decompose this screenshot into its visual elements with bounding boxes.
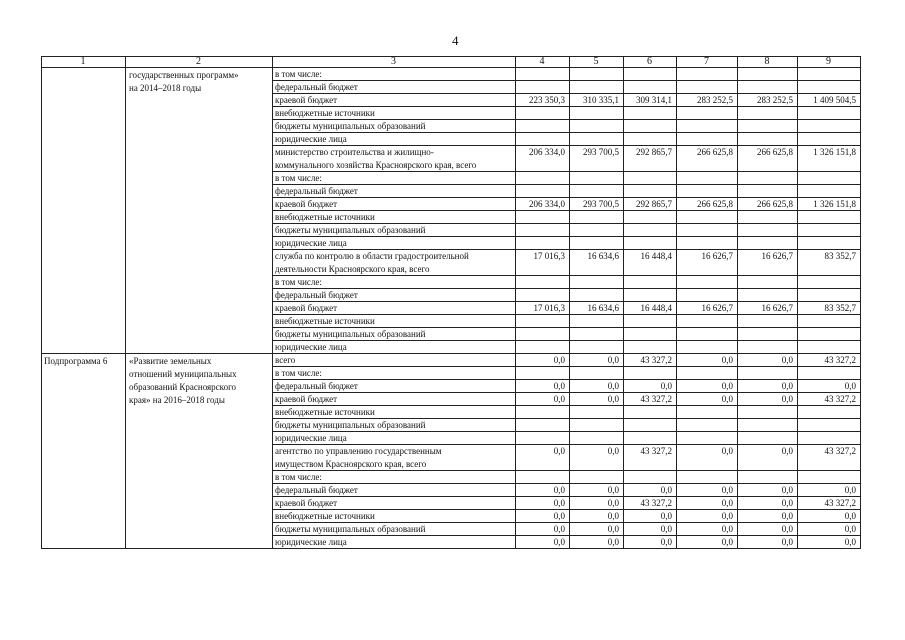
row-divider (272, 379, 861, 380)
value-cell: 223 350,3 (529, 95, 565, 105)
column-header-6: 6 (647, 56, 652, 67)
value-cell: 0,0 (607, 498, 619, 508)
row-divider (272, 314, 861, 315)
row-divider (272, 405, 861, 406)
value-cell: 43 327,2 (824, 498, 856, 508)
row-label: внебюджетные источники (275, 511, 375, 521)
row-divider (272, 275, 861, 276)
value-cell: 0,0 (721, 511, 733, 521)
row-divider (272, 496, 861, 497)
value-cell: 0,0 (553, 524, 565, 534)
value-cell: 1 409 504,5 (813, 95, 856, 105)
value-cell: 0,0 (660, 511, 672, 521)
value-cell: 0,0 (553, 355, 565, 365)
row-label: краевой бюджет (275, 199, 338, 209)
row-label: краевой бюджет (275, 498, 338, 508)
row-divider (272, 470, 861, 471)
value-cell: 83 352,7 (824, 303, 856, 313)
value-cell: 16 626,7 (701, 303, 733, 313)
value-cell: 43 327,2 (640, 355, 672, 365)
row-label: бюджеты муниципальных образований (275, 420, 426, 430)
row-divider (272, 119, 861, 120)
row-divider (272, 132, 861, 133)
value-cell: 16 448,4 (640, 251, 672, 261)
row-label: юридические лица (275, 238, 347, 248)
row-label: федеральный бюджет (275, 186, 358, 196)
column-divider (737, 56, 738, 549)
row-label: внебюджетные источники (275, 108, 375, 118)
row-label: федеральный бюджет (275, 381, 358, 391)
column-divider (272, 56, 273, 549)
value-cell: 0,0 (660, 381, 672, 391)
value-cell: 0,0 (781, 485, 793, 495)
program-title-line: «Развитие земельных (129, 356, 212, 366)
row-label: внебюджетные источники (275, 316, 375, 326)
value-cell: 43 327,2 (640, 446, 672, 456)
column-header-2: 2 (196, 56, 201, 67)
column-header-5: 5 (593, 56, 599, 67)
row-divider (272, 548, 861, 549)
value-cell: 17 016,3 (533, 251, 565, 261)
value-cell: 16 626,7 (761, 303, 793, 313)
row-divider (272, 483, 861, 484)
row-divider (272, 93, 861, 94)
row-label: внебюджетные источники (275, 407, 375, 417)
row-divider (272, 327, 861, 328)
row-label: юридические лица (275, 342, 347, 352)
value-cell: 309 314,1 (636, 95, 672, 105)
row-label: краевой бюджет (275, 394, 338, 404)
row-divider (41, 353, 273, 354)
value-cell: 0,0 (844, 537, 856, 547)
column-header-8: 8 (764, 56, 770, 67)
value-cell: 0,0 (607, 446, 619, 456)
row-label: федеральный бюджет (275, 290, 358, 300)
value-cell: 0,0 (721, 355, 733, 365)
value-cell: 16 626,7 (761, 251, 793, 261)
value-cell: 43 327,2 (824, 394, 856, 404)
row-divider (272, 522, 861, 523)
value-cell: 0,0 (781, 394, 793, 404)
row-label: имуществом Красноярского края, всего (275, 459, 427, 469)
value-cell: 0,0 (607, 394, 619, 404)
value-cell: 43 327,2 (640, 394, 672, 404)
value-cell: 283 252,5 (697, 95, 733, 105)
column-header-7: 7 (704, 56, 709, 67)
value-cell: 0,0 (781, 446, 793, 456)
value-cell: 0,0 (721, 446, 733, 456)
row-divider (41, 548, 273, 549)
row-divider (272, 301, 861, 302)
page-number: 4 (452, 33, 459, 48)
row-label: в том числе: (275, 173, 322, 183)
value-cell: 16 634,6 (587, 303, 619, 313)
row-label: министерство строительства и жилищно- (275, 147, 434, 157)
value-cell: 292 865,7 (636, 199, 672, 209)
row-label: бюджеты муниципальных образований (275, 329, 426, 339)
value-cell: 0,0 (607, 381, 619, 391)
value-cell: 16 626,7 (701, 251, 733, 261)
value-cell: 292 865,7 (636, 147, 672, 157)
value-cell: 0,0 (553, 394, 565, 404)
row-divider (272, 288, 861, 289)
value-cell: 293 700,5 (583, 199, 619, 209)
row-label: агентство по управлению государственным (275, 446, 442, 456)
column-divider (860, 56, 861, 549)
row-divider (272, 444, 861, 445)
value-cell: 206 334,0 (529, 147, 565, 157)
row-divider (272, 366, 861, 367)
row-divider (272, 418, 861, 419)
value-cell: 0,0 (721, 485, 733, 495)
value-cell: 0,0 (781, 537, 793, 547)
row-divider (272, 392, 861, 393)
value-cell: 0,0 (607, 537, 619, 547)
row-divider (272, 106, 861, 107)
value-cell: 0,0 (781, 381, 793, 391)
value-cell: 0,0 (660, 485, 672, 495)
value-cell: 0,0 (660, 537, 672, 547)
value-cell: 17 016,3 (533, 303, 565, 313)
program-title-line: края» на 2016–2018 годы (129, 395, 225, 405)
row-divider (272, 353, 861, 354)
column-divider (41, 56, 42, 549)
row-label: федеральный бюджет (275, 485, 358, 495)
column-header-1: 1 (80, 56, 86, 67)
value-cell: 0,0 (553, 498, 565, 508)
value-cell: 310 335,1 (583, 95, 619, 105)
row-label: коммунального хозяйства Красноярского края, всего (275, 160, 477, 170)
row-divider (272, 223, 861, 224)
value-cell: 0,0 (607, 485, 619, 495)
row-label: юридические лица (275, 134, 347, 144)
value-cell: 0,0 (553, 381, 565, 391)
column-header-4: 4 (539, 56, 545, 67)
row-label: в том числе: (275, 368, 322, 378)
value-cell: 266 625,8 (697, 147, 733, 157)
row-label: краевой бюджет (275, 95, 338, 105)
value-cell: 16 634,6 (587, 251, 619, 261)
program-title-line: образований Красноярского (129, 382, 237, 392)
row-label: в том числе: (275, 472, 322, 482)
row-label: в том числе: (275, 277, 322, 287)
row-divider (272, 184, 861, 185)
value-cell: 293 700,5 (583, 147, 619, 157)
value-cell: 0,0 (721, 394, 733, 404)
row-label: бюджеты муниципальных образований (275, 524, 426, 534)
value-cell: 83 352,7 (824, 251, 856, 261)
column-divider (676, 56, 677, 549)
value-cell: 0,0 (844, 381, 856, 391)
value-cell: 0,0 (607, 524, 619, 534)
value-cell: 0,0 (844, 511, 856, 521)
value-cell: 0,0 (607, 511, 619, 521)
program-title-line: отношений муниципальных (129, 369, 237, 379)
row-label: всего (275, 355, 296, 365)
value-cell: 0,0 (721, 381, 733, 391)
row-label: краевой бюджет (275, 303, 338, 313)
row-label: бюджеты муниципальных образований (275, 225, 426, 235)
value-cell: 0,0 (607, 355, 619, 365)
value-cell: 0,0 (781, 524, 793, 534)
program-title-line: на 2014–2018 годы (129, 83, 202, 93)
value-cell: 283 252,5 (757, 95, 793, 105)
value-cell: 43 327,2 (824, 446, 856, 456)
row-divider (272, 340, 861, 341)
value-cell: 43 327,2 (824, 355, 856, 365)
program-title-line: государственных программ» (129, 70, 239, 80)
column-divider (125, 56, 126, 549)
subprogram-number: Подпрограмма 6 (44, 356, 108, 366)
row-divider (272, 535, 861, 536)
value-cell: 0,0 (660, 524, 672, 534)
row-divider (272, 509, 861, 510)
value-cell: 0,0 (553, 511, 565, 521)
value-cell: 0,0 (781, 498, 793, 508)
column-header-3: 3 (391, 56, 396, 67)
value-cell: 43 327,2 (640, 498, 672, 508)
value-cell: 0,0 (553, 537, 565, 547)
value-cell: 0,0 (844, 524, 856, 534)
row-divider (272, 210, 861, 211)
value-cell: 0,0 (844, 485, 856, 495)
value-cell: 1 326 151,8 (813, 147, 856, 157)
row-label: юридические лица (275, 537, 347, 547)
row-divider (272, 171, 861, 172)
row-label: федеральный бюджет (275, 82, 358, 92)
row-label: юридические лица (275, 433, 347, 443)
row-divider (41, 67, 861, 68)
row-label: деятельности Красноярского края, всего (275, 264, 430, 274)
row-divider (272, 197, 861, 198)
value-cell: 0,0 (721, 498, 733, 508)
value-cell: 266 625,8 (757, 147, 793, 157)
value-cell: 1 326 151,8 (813, 199, 856, 209)
column-divider (515, 56, 516, 549)
row-label: в том числе: (275, 69, 322, 79)
value-cell: 16 448,4 (640, 303, 672, 313)
row-divider (272, 145, 861, 146)
value-cell: 0,0 (721, 537, 733, 547)
row-divider (272, 80, 861, 81)
row-divider (272, 431, 861, 432)
row-divider (272, 249, 861, 250)
value-cell: 266 625,8 (697, 199, 733, 209)
value-cell: 0,0 (781, 511, 793, 521)
value-cell: 266 625,8 (757, 199, 793, 209)
column-divider (569, 56, 570, 549)
value-cell: 0,0 (721, 524, 733, 534)
row-label: бюджеты муниципальных образований (275, 121, 426, 131)
column-divider (623, 56, 624, 549)
value-cell: 0,0 (781, 355, 793, 365)
row-label: служба по контролю в области градостроительной (275, 251, 469, 261)
column-divider (797, 56, 798, 549)
row-divider (272, 236, 861, 237)
value-cell: 0,0 (553, 446, 565, 456)
row-label: внебюджетные источники (275, 212, 375, 222)
value-cell: 0,0 (553, 485, 565, 495)
value-cell: 206 334,0 (529, 199, 565, 209)
column-header-9: 9 (826, 56, 831, 67)
